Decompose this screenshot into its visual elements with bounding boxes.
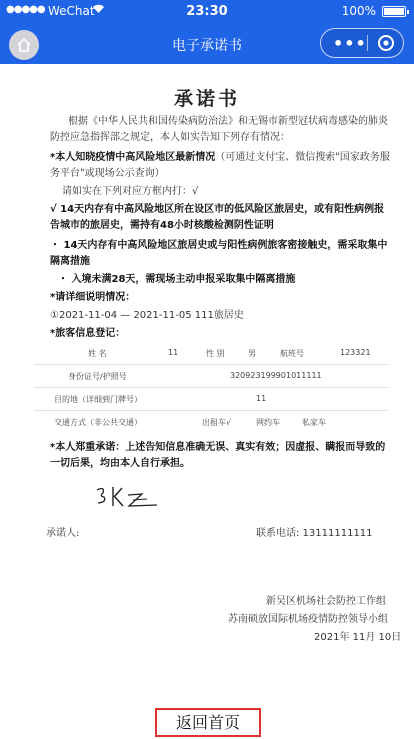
table-row: [34, 365, 388, 388]
instruction-text: 请如实在下列对应方框内打：√: [62, 186, 199, 197]
detail-label: *请详细说明情况：: [50, 292, 136, 303]
phone-text: 联系电话: 13111111111: [256, 528, 373, 539]
capsule-divider: [367, 35, 368, 51]
battery-percent: 100%: [341, 4, 376, 18]
notice-note: （可通过支付宝、微信搜索"国家政务服务平台"或现场公示查询）: [50, 152, 390, 179]
page-title: 电子承诺书: [172, 38, 242, 54]
battery-icon: [382, 6, 406, 17]
sex-value: 男: [248, 349, 256, 358]
more-menu-button[interactable]: •••: [333, 34, 367, 53]
transport-label: 交通方式（非公共交通）: [54, 418, 142, 427]
destination-label: 目的地（详细到门牌号）: [54, 395, 142, 404]
pledge-text: *本人郑重承诺：上述告知信息准确无误、真实有效；因虚报、瞒报而导致的一切后果，均由本人自行承担。: [50, 442, 386, 469]
id-value: 320923199901011111: [230, 371, 322, 380]
table-row: [34, 411, 388, 433]
back-home-button[interactable]: 返回首页: [155, 708, 261, 737]
name-label: 姓 名: [88, 349, 107, 358]
transport-option: 私家车: [302, 418, 326, 427]
entry-item: ・ 入境未满28天，需现场主动申报采取集中隔离措施: [58, 274, 296, 285]
organization-1: 新吴区机场社会防控工作组: [266, 596, 386, 607]
destination-value: 11: [256, 394, 267, 403]
notice-paragraph: [50, 150, 390, 182]
intro-paragraph: 根据《中华人民共和国传染病防治法》和无锡市新型冠状病毒感染的肺炎防控应急指挥部之规定，本人如实告知下列存有情况：: [50, 116, 388, 143]
traveler-label: *旅客信息登记：: [50, 328, 126, 339]
commitment-document: [0, 64, 414, 704]
nav-bar: [0, 24, 414, 64]
document-title: 承诺书: [173, 88, 240, 110]
close-circle-icon: [377, 34, 395, 52]
sex-label: 性 别: [206, 349, 225, 358]
signal-icon: ●●●●●: [6, 4, 45, 15]
table-row: [34, 342, 388, 365]
flight-value: 123321: [340, 348, 371, 357]
promiser-label: 承诺人:: [46, 528, 80, 539]
clock: 23:30: [186, 4, 228, 19]
miniprogram-capsule: [320, 28, 404, 58]
organization-2: 苏南硕放国际机场疫情防控领导小组: [228, 614, 388, 625]
handwritten-signature: [95, 484, 165, 518]
document-date: 2021年 11月 10日: [314, 632, 402, 643]
carrier-label: WeChat: [48, 4, 95, 18]
close-button[interactable]: [377, 34, 395, 52]
id-label: 身份证号/护照号: [68, 372, 127, 381]
detail-value: ①2021-11-04 — 2021-11-05 111旅居史: [50, 310, 244, 321]
status-bar: [0, 0, 414, 24]
flight-label: 航班号: [280, 349, 304, 358]
name-value: 11: [168, 348, 179, 357]
table-row: [34, 388, 388, 411]
traveler-table: [34, 342, 388, 433]
transport-option: 出租车√: [202, 418, 232, 427]
checked-item: √ 14天内存有中高风险地区所在设区市的低风险区旅居史，或有阳性病例报告城市的旅居史，需持有48小时核酸检测阴性证明: [50, 204, 385, 231]
notice-bold: *本人知晓疫情中高风险地区最新情况: [50, 152, 216, 163]
transport-option: 网约车: [256, 418, 280, 427]
isolation-item: ・ 14天内存有中高风险地区旅居史或与阳性病例旅客密接触史，需采取集中隔离措施: [50, 240, 388, 267]
